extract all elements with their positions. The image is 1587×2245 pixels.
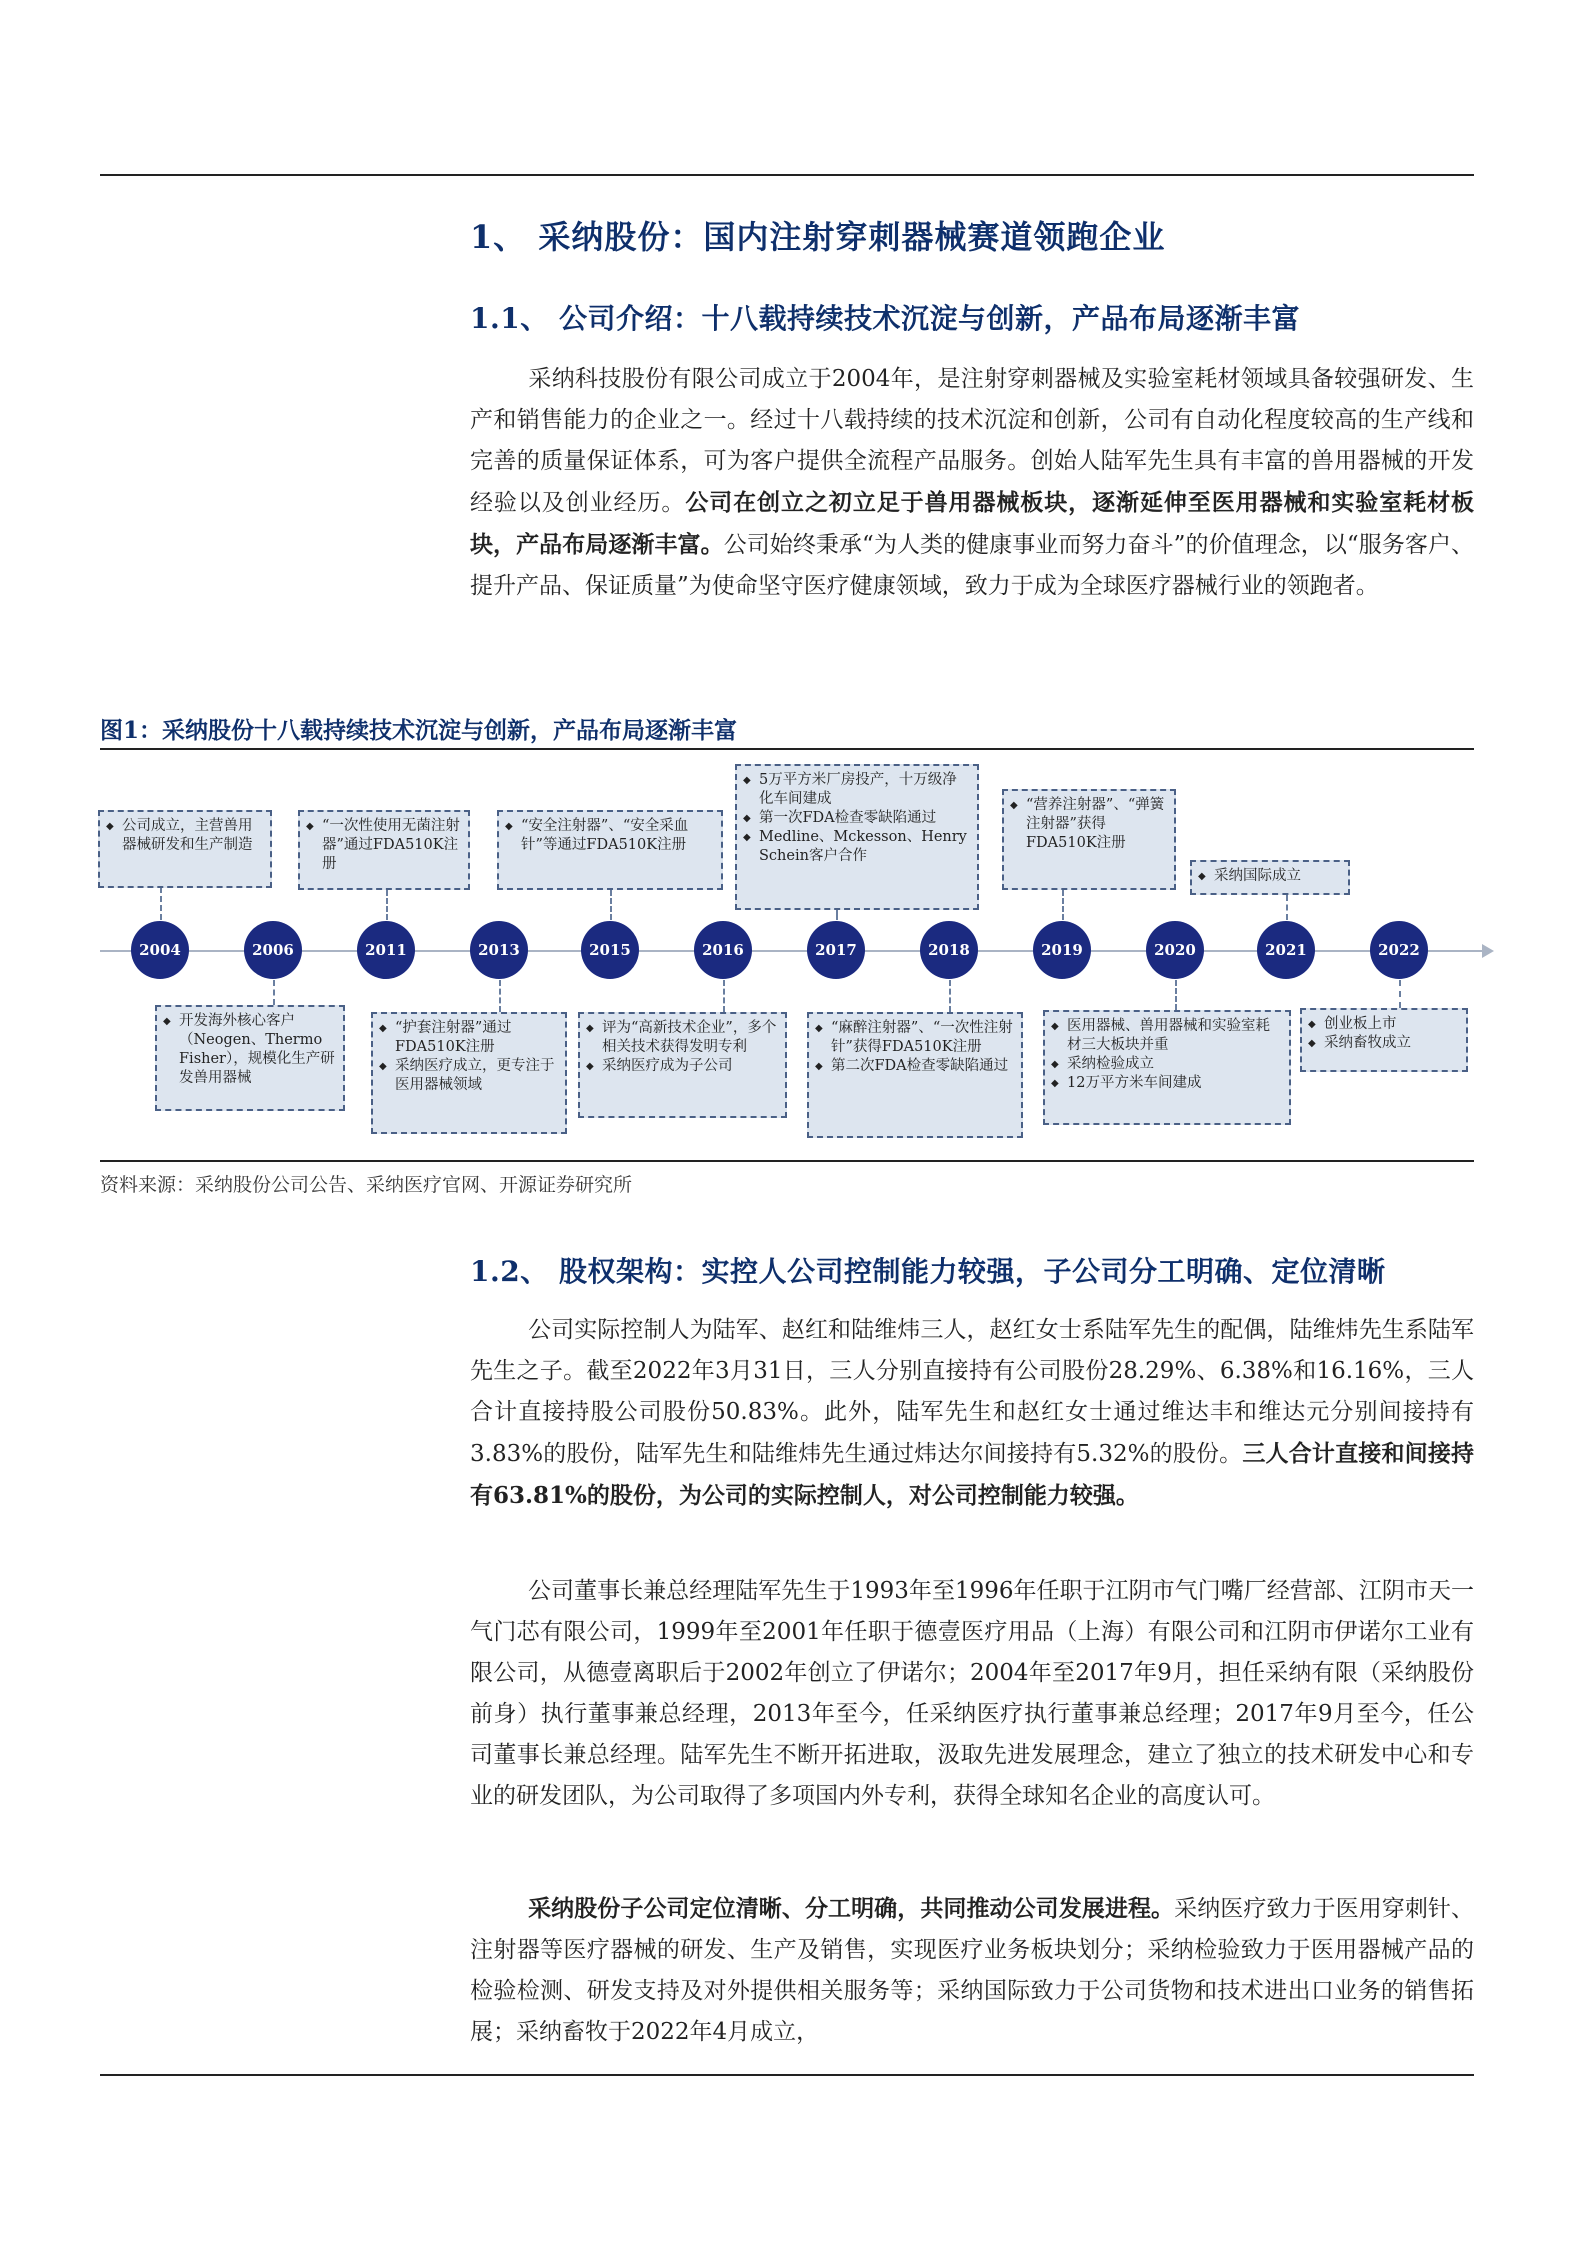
timeline-arrow-icon: [1482, 944, 1494, 958]
connector: [1399, 980, 1401, 1008]
year-node: 2006: [244, 921, 302, 979]
connector: [499, 980, 501, 1012]
milestone-box-2020: ◆ 医用器械、兽用器械和实验室耗材三大板块并重 ◆ 采纳检验成立 ◆ 12万平方米车间建成: [1043, 1010, 1291, 1125]
connector: [610, 890, 612, 920]
section-1-1-title: 1.1、 公司介绍：十八载持续技术沉淀与创新，产品布局逐渐丰富: [470, 302, 1300, 335]
connector: [949, 980, 951, 1012]
section-1-2-paragraph-2: 公司董事长兼总经理陆军先生于1993年至1996年任职于江阴市气门嘴厂经营部、江阴市天一气门芯有限公司，1999年至2001年任职于德壹医疗用品（上海）有限公司和江阴市伊诺尔工业有限公司，从德壹离职后于2002年创立了伊诺尔；2004年至2017年9月，担任采纳有限（采纳股份前身）执行董事兼总经理，2013年至今，任采纳医疗执行董事兼总经理；2017年9月至今，任公司董事长兼总经理。陆军先生不断开拓进取，汲取先进发展理念，建立了独立的技术研发中心和专业的研发团队，为公司取得了多项国内外专利，获得全球知名企业的高度认可。: [470, 1578, 1474, 1809]
connector: [1286, 895, 1288, 920]
year-node: 2015: [581, 921, 639, 979]
connector: [1062, 890, 1064, 920]
year-node: 2020: [1146, 921, 1204, 979]
year-node: 2018: [920, 921, 978, 979]
connector: [1175, 980, 1177, 1010]
connector: [723, 980, 725, 1012]
milestone-box-2019: ◆ “营养注射器”、“弹簧注射器”获得FDA510K注册: [1002, 789, 1176, 890]
section-1-2-title: 1.2、 股权架构：实控人公司控制能力较强，子公司分工明确、定位清晰: [470, 1255, 1386, 1288]
milestone-box-2004: ◆ 公司成立，主营兽用器械研发和生产制造: [98, 810, 272, 888]
section-1-title: 1、 采纳股份：国内注射穿刺器械赛道领跑企业: [470, 218, 1166, 256]
figure-top-rule: [100, 748, 1474, 750]
year-node: 2021: [1257, 921, 1315, 979]
connector: [386, 890, 388, 920]
milestone-box-2011: ◆ “一次性使用无菌注射器”通过FDA510K注册: [298, 810, 470, 890]
figure-bottom-rule: [100, 1160, 1474, 1162]
figure-title: 图1：采纳股份十八载持续技术沉淀与创新，产品布局逐渐丰富: [100, 717, 738, 744]
year-node: 2017: [807, 921, 865, 979]
milestone-box-2018: ◆ “麻醉注射器”、“一次性注射针”获得FDA510K注册 ◆ 第二次FDA检查零缺陷通过: [807, 1012, 1023, 1138]
connector: [160, 887, 162, 920]
figure-source: 资料来源：采纳股份公司公告、采纳医疗官网、开源证券研究所: [100, 1174, 633, 1196]
milestone-box-2017: ◆ 5万平方米厂房投产，十万级净化车间建成 ◆ 第一次FDA检查零缺陷通过 ◆ Medline、Mckesson、Henry Schein客户合作: [735, 764, 979, 910]
milestone-box-2016: ◆ 评为“高新技术企业”，多个相关技术获得发明专利 ◆ 采纳医疗成为子公司: [578, 1012, 787, 1118]
milestone-box-2006: ◆ 开发海外核心客户（Neogen、Thermo Fisher），规模化生产研发兽用器械: [155, 1005, 345, 1111]
connector: [836, 910, 838, 920]
year-node: 2013: [470, 921, 528, 979]
connector: [273, 980, 275, 1005]
header-rule: [100, 174, 1474, 176]
year-node: 2004: [131, 921, 189, 979]
year-node: 2011: [357, 921, 415, 979]
year-node: 2016: [694, 921, 752, 979]
footer-rule: [100, 2074, 1474, 2076]
year-node: 2019: [1033, 921, 1091, 979]
milestone-box-2015: ◆ “安全注射器”、“安全采血针”等通过FDA510K注册: [497, 810, 723, 890]
year-node: 2022: [1370, 921, 1428, 979]
section-1-2-paragraph-1: 公司实际控制人为陆军、赵红和陆维炜三人，赵红女士系陆军先生的配偶，陆维炜先生系陆军先生之子。截至2022年3月31日，三人分别直接持有公司股份28.29%、6.38%和16.16%，三人合计直接持股公司股份50.83%。此外，陆军先生和赵红女士通过维达丰和维达元分别间接持有3.83%的股份，陆军先生和陆维炜先生通过炜达尔间接持有5.32%的股份。三人合计直接和间接持有63.81%的股份，为公司的实际控制人，对公司控制能力较强。: [470, 1317, 1474, 1509]
milestone-box-2013: ◆ “护套注射器”通过FDA510K注册 ◆ 采纳医疗成立，更专注于医用器械领域: [371, 1012, 567, 1134]
milestone-box-2022: ◆ 创业板上市 ◆ 采纳畜牧成立: [1300, 1008, 1468, 1072]
milestone-box-2021: ◆ 采纳国际成立: [1190, 860, 1350, 895]
section-1-1-paragraph: 采纳科技股份有限公司成立于2004年，是注射穿刺器械及实验室耗材领域具备较强研发、生产和销售能力的企业之一。经过十八载持续的技术沉淀和创新，公司有自动化程度较高的生产线和完善的质量保证体系，可为客户提供全流程产品服务。创始人陆军先生具有丰富的兽用器械的开发经验以及创业经历。公司在创立之初立足于兽用器械板块，逐渐延伸至医用器械和实验室耗材板块，产品布局逐渐丰富。公司始终秉承“为人类的健康事业而努力奋斗”的价值理念，以“服务客户、提升产品、保证质量”为使命坚守医疗健康领域，致力于成为全球医疗器械行业的领跑者。: [470, 366, 1475, 599]
section-1-2-paragraph-3: 采纳股份子公司定位清晰、分工明确，共同推动公司发展进程。采纳医疗致力于医用穿刺针、注射器等医疗器械的研发、生产及销售，实现医疗业务板块划分；采纳检验致力于医用器械产品的检验检测、研发支持及对外提供相关服务等；采纳国际致力于公司货物和技术进出口业务的销售拓展；采纳畜牧于2022年4月成立，: [470, 1895, 1475, 2045]
